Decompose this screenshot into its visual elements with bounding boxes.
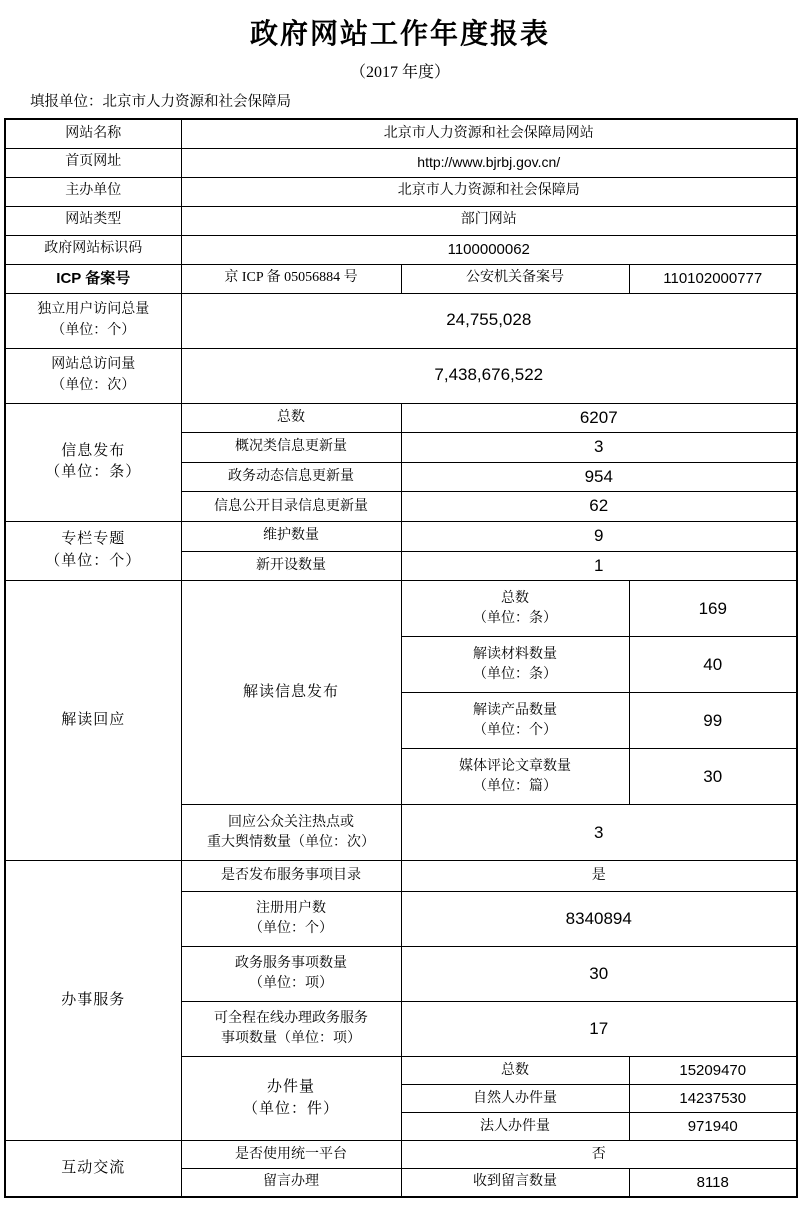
service-handled-row-label: 总数 xyxy=(401,1057,629,1085)
columns-topics-row-label: 新开设数量 xyxy=(181,551,401,581)
site-type-label: 网站类型 xyxy=(5,206,181,235)
interp-publish-row-label xyxy=(401,637,629,693)
page-title: 政府网站工作年度报表 xyxy=(249,19,550,50)
table-row-site-type xyxy=(5,206,797,235)
interp-publish-row-label-line2: （单位：条） xyxy=(473,610,557,626)
table-row-gov-code xyxy=(5,235,797,264)
service-handled-row-value: 14237530 xyxy=(629,1085,797,1113)
service-registered-label-line2: （单位：个） xyxy=(249,921,333,937)
service-handled-row-value: 971940 xyxy=(629,1113,797,1141)
gov-code-value: 1100000062 xyxy=(181,235,797,264)
info-publish-row-label: 政务动态信息更新量 xyxy=(181,462,401,492)
interp-publish-row-label-line1: 总数 xyxy=(501,590,529,606)
report-page xyxy=(0,17,800,1216)
table-row-homepage xyxy=(5,148,797,177)
table-row-unique-users xyxy=(5,293,797,348)
service-handled-row-value: 15209470 xyxy=(629,1057,797,1085)
section-interpretation: 解读回应 xyxy=(5,581,181,861)
total-visits-value: 7,438,676,522 xyxy=(181,348,797,403)
info-publish-row-label: 概况类信息更新量 xyxy=(181,433,401,463)
interp-publish-row-value: 40 xyxy=(629,637,797,693)
interp-publish-row-label-line2: （单位：篇） xyxy=(473,778,557,794)
section-interaction: 互动交流 xyxy=(5,1141,181,1197)
gov-code-label: 政府网站标识码 xyxy=(5,235,181,264)
interp-publish-row-label xyxy=(401,581,629,637)
info-publish-row-value: 954 xyxy=(401,462,797,492)
table-row-icp xyxy=(5,264,797,293)
total-visits-label-line2: （单位：次） xyxy=(51,377,136,393)
interp-publish-row-label-line1: 解读产品数量 xyxy=(473,702,557,718)
icp-label: ICP 备案号 xyxy=(5,264,181,293)
unique-users-label-line1: 独立用户访问总量 xyxy=(37,302,150,318)
table-row-service-catalog xyxy=(5,861,797,892)
table-row-site-name xyxy=(5,119,797,148)
interp-publish-row-label xyxy=(401,693,629,749)
section-info-publish xyxy=(5,403,181,522)
columns-topics-row-value: 9 xyxy=(401,522,797,552)
service-handled-row-label: 自然人办件量 xyxy=(401,1085,629,1113)
info-publish-label-line1: 信息发布 xyxy=(61,442,126,459)
interp-response-label-line2: 重大舆情数量（单位：次） xyxy=(207,834,375,850)
interaction-platform-value: 否 xyxy=(401,1141,797,1169)
service-catalog-label: 是否发布服务事项目录 xyxy=(181,861,401,892)
unique-users-label-line2: （单位：个） xyxy=(51,322,136,338)
interp-response-label-line1: 回应公众关注热点或 xyxy=(228,814,354,830)
interaction-message-sub-label: 收到留言数量 xyxy=(401,1169,629,1197)
service-handled-label-line2: （单位：件） xyxy=(242,1100,339,1117)
section-columns-topics xyxy=(5,522,181,581)
sponsor-label: 主办单位 xyxy=(5,177,181,206)
unique-users-value: 24,755,028 xyxy=(181,293,797,348)
interp-publish-row-label-line1: 解读材料数量 xyxy=(473,646,557,662)
police-record-value: 110102000777 xyxy=(629,264,797,293)
interp-publish-row-value: 169 xyxy=(629,581,797,637)
service-registered-value: 8340894 xyxy=(401,892,797,947)
service-items-label xyxy=(181,947,401,1002)
police-record-label: 公安机关备案号 xyxy=(401,264,629,293)
icp-value: 京 ICP 备 05056884 号 xyxy=(181,264,401,293)
service-items-label-line1: 政务服务事项数量 xyxy=(235,956,347,972)
page-subtitle: （2017 年度） xyxy=(349,64,450,82)
sponsor-value: 北京市人力资源和社会保障局 xyxy=(181,177,797,206)
annual-report-table xyxy=(4,118,798,1198)
info-publish-row-value: 62 xyxy=(401,492,797,522)
info-publish-row-value: 3 xyxy=(401,433,797,463)
interaction-message-value: 8118 xyxy=(629,1169,797,1197)
total-visits-label-line1: 网站总访问量 xyxy=(51,357,136,373)
interaction-message-label: 留言办理 xyxy=(181,1169,401,1197)
table-row-info-publish-total xyxy=(5,403,797,433)
service-catalog-value: 是 xyxy=(401,861,797,892)
service-online-label-line1: 可全程在线办理政务服务 xyxy=(214,1011,368,1027)
table-row-interaction-platform xyxy=(5,1141,797,1169)
info-publish-row-label: 信息公开目录信息更新量 xyxy=(181,492,401,522)
table-row-topics-maintain xyxy=(5,522,797,552)
service-online-label xyxy=(181,1002,401,1057)
service-handled-label xyxy=(181,1057,401,1141)
section-service: 办事服务 xyxy=(5,861,181,1141)
unique-users-label xyxy=(5,293,181,348)
site-name-value: 北京市人力资源和社会保障局网站 xyxy=(181,119,797,148)
interp-publish-row-label-line1: 媒体评论文章数量 xyxy=(459,758,571,774)
total-visits-label xyxy=(5,348,181,403)
homepage-label: 首页网址 xyxy=(5,148,181,177)
columns-topics-label-line1: 专栏专题 xyxy=(61,531,126,548)
interp-publish-row-label xyxy=(401,749,629,805)
service-items-label-line2: （单位：项） xyxy=(249,976,333,992)
info-publish-row-value: 6207 xyxy=(401,403,797,433)
service-handled-label-line1: 办件量 xyxy=(266,1079,315,1096)
info-publish-label-line2: （单位：条） xyxy=(45,464,142,481)
service-items-value: 30 xyxy=(401,947,797,1002)
site-name-label: 网站名称 xyxy=(5,119,181,148)
interp-publish-row-label-line2: （单位：条） xyxy=(473,666,557,682)
table-row-total-visits xyxy=(5,348,797,403)
service-registered-label-line1: 注册用户数 xyxy=(256,901,326,917)
service-registered-label xyxy=(181,892,401,947)
service-online-label-line2: 事项数量（单位：项） xyxy=(221,1031,361,1047)
columns-topics-row-value: 1 xyxy=(401,551,797,581)
interp-response-label xyxy=(181,805,401,861)
service-handled-row-label: 法人办件量 xyxy=(401,1113,629,1141)
columns-topics-row-label: 维护数量 xyxy=(181,522,401,552)
interp-response-value: 3 xyxy=(401,805,797,861)
filer-unit-line: 填报单位：北京市人力资源和社会保障局 xyxy=(30,94,291,111)
interp-publish-label: 解读信息发布 xyxy=(181,581,401,805)
info-publish-row-label: 总数 xyxy=(181,403,401,433)
homepage-value[interactable]: http://www.bjrbj.gov.cn/ xyxy=(181,148,797,177)
interp-publish-row-label-line2: （单位：个） xyxy=(473,722,557,738)
table-row-interp-total xyxy=(5,581,797,637)
interaction-platform-label: 是否使用统一平台 xyxy=(181,1141,401,1169)
columns-topics-label-line2: （单位：个） xyxy=(45,553,142,570)
service-online-value: 17 xyxy=(401,1002,797,1057)
table-row-sponsor xyxy=(5,177,797,206)
interp-publish-row-value: 99 xyxy=(629,693,797,749)
interp-publish-row-value: 30 xyxy=(629,749,797,805)
site-type-value: 部门网站 xyxy=(181,206,797,235)
